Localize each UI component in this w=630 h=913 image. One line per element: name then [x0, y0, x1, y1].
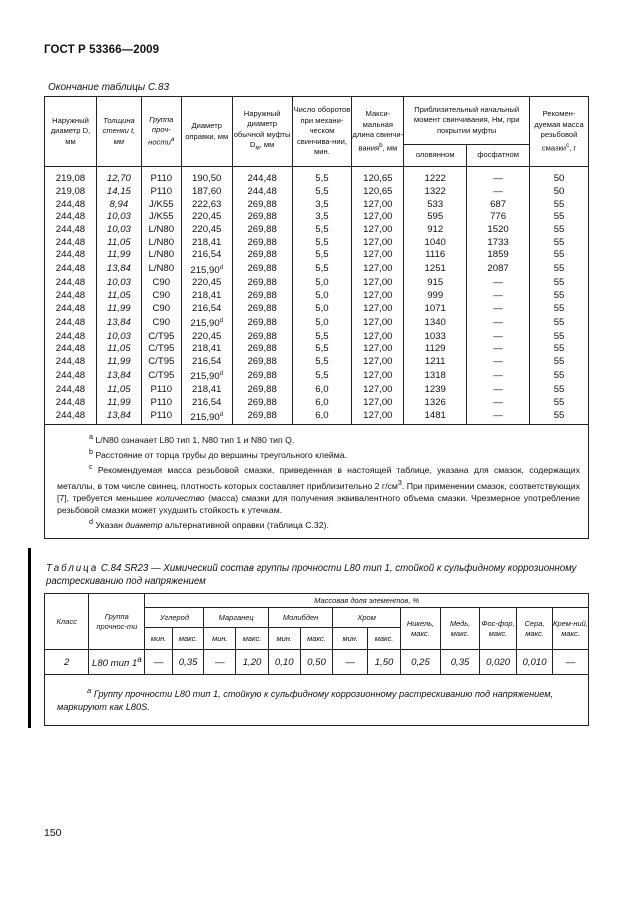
cell-torque-tin: 1033 — [404, 330, 467, 343]
cell-torque-tin: 1071 — [404, 302, 467, 315]
cell-maxlen: 127,00 — [352, 356, 404, 369]
cell-coupling: 269,88 — [232, 198, 292, 211]
col-header-phosphorus: Фос-фор, макс. — [480, 608, 517, 650]
cell-silicon: — — [552, 650, 588, 675]
col-header-silicon: Крем-ний, макс. — [552, 608, 588, 650]
cell-maxlen: 127,00 — [352, 302, 404, 315]
cell-coupling: 269,88 — [232, 396, 292, 409]
cell-turns: 6,0 — [292, 396, 352, 409]
cell-torque-tin: 1116 — [404, 249, 467, 262]
col-header-grade: Группа проч-ности$^a$ — [141, 97, 181, 167]
col-header-group: Группа прочнос-ти — [89, 594, 145, 650]
cell-sulfur: 0,010 — [517, 650, 553, 675]
cell-grade: P110 — [141, 171, 181, 186]
cell-turns: 5,0 — [292, 315, 352, 330]
cell-grease: 55 — [530, 343, 589, 356]
cell-torque-tin: 595 — [404, 211, 467, 224]
cell-grease: 55 — [530, 262, 589, 277]
cell-coupling: 269,88 — [232, 262, 292, 277]
table-row — [45, 330, 589, 343]
cell-torque-phosphate: — — [467, 343, 530, 356]
table-continuation-title: Окончание таблицы С.83 — [48, 82, 170, 93]
cell-wall: 13,84 — [96, 368, 141, 383]
cell-coupling: 244,48 — [232, 171, 292, 186]
cell-torque-tin: 1322 — [404, 186, 467, 199]
cell-grade: C/T95 — [141, 330, 181, 343]
cell-wall: 10,03 — [96, 330, 141, 343]
cell-od: 244,48 — [45, 396, 97, 409]
table-row — [45, 224, 589, 237]
table-row — [45, 186, 589, 199]
cell-turns: 5,0 — [292, 277, 352, 290]
cell-torque-phosphate: — — [467, 368, 530, 383]
cell-torque-tin: 1129 — [404, 343, 467, 356]
cell-coupling: 269,88 — [232, 356, 292, 369]
cell-wall: 10,03 — [96, 211, 141, 224]
col-header-carbon-min: мин. — [145, 628, 172, 650]
cell-drift: 190,50 — [181, 171, 232, 186]
cell-grade: C/T95 — [141, 356, 181, 369]
cell-maxlen: 127,00 — [352, 198, 404, 211]
cell-turns: 5,5 — [292, 171, 352, 186]
cell-coupling: 269,88 — [232, 236, 292, 249]
cell-turns: 6,0 — [292, 384, 352, 397]
cell-molybdenum-max: 0,50 — [300, 650, 333, 675]
cell-turns: 5,5 — [292, 330, 352, 343]
cell-carbon-min: — — [145, 650, 172, 675]
cell-phosphorus: 0,020 — [480, 650, 517, 675]
cell-torque-tin: 1251 — [404, 262, 467, 277]
table-row — [45, 277, 589, 290]
cell-grade: C90 — [141, 315, 181, 330]
cell-wall: 11,05 — [96, 236, 141, 249]
cell-maxlen: 120,65 — [352, 186, 404, 199]
cell-torque-tin: 1239 — [404, 384, 467, 397]
cell-coupling: 269,88 — [232, 368, 292, 383]
cell-drift: 220,45 — [181, 211, 232, 224]
col-header-molybdenum: Молибден — [268, 608, 332, 628]
cell-copper: 0,35 — [441, 650, 480, 675]
cell-grease: 55 — [530, 224, 589, 237]
col-header-molybdenum-max: макс. — [300, 628, 333, 650]
cell-torque-phosphate: 2087 — [467, 262, 530, 277]
table-row — [45, 262, 589, 277]
cell-torque-tin: 1481 — [404, 409, 467, 425]
cell-wall: 13,84 — [96, 315, 141, 330]
cell-manganese-min: — — [204, 650, 236, 675]
col-header-coupling: Наружный диаметр обычной муфты $D_м$, мм — [232, 97, 292, 167]
cell-torque-phosphate: 1859 — [467, 249, 530, 262]
cell-torque-phosphate: 776 — [467, 211, 530, 224]
cell-drift: 218,41 — [181, 290, 232, 303]
table-row — [45, 650, 589, 675]
cell-torque-tin: 915 — [404, 277, 467, 290]
cell-wall: 11,05 — [96, 384, 141, 397]
cell-wall: 11,05 — [96, 290, 141, 303]
table-c83-footnotes — [45, 425, 589, 539]
cell-drift: 216,54 — [181, 396, 232, 409]
cell-coupling: 269,88 — [232, 224, 292, 237]
cell-maxlen: 127,00 — [352, 315, 404, 330]
cell-grease: 55 — [530, 409, 589, 425]
cell-grease: 50 — [530, 171, 589, 186]
table-row — [45, 198, 589, 211]
cell-wall: 11,99 — [96, 396, 141, 409]
cell-torque-phosphate: — — [467, 330, 530, 343]
cell-carbon-max: 0,35 — [172, 650, 204, 675]
cell-grease: 55 — [530, 236, 589, 249]
cell-turns: 5,5 — [292, 368, 352, 383]
col-header-copper: Медь, макс. — [441, 608, 480, 650]
table-row — [45, 249, 589, 262]
footnote-d: $^d$ Указан диаметр альтернативной оправки (таблица С.32). — [89, 517, 329, 531]
cell-torque-phosphate: 1733 — [467, 236, 530, 249]
cell-grade: J/K55 — [141, 198, 181, 211]
col-header-molybdenum-min: мин. — [268, 628, 300, 650]
cell-turns: 3,5 — [292, 198, 352, 211]
cell-wall: 11,99 — [96, 302, 141, 315]
margin-bar — [28, 548, 31, 728]
footnote-b: $^b$ Расстояние от торца трубы до вершины треугольного клейма. — [89, 447, 347, 461]
col-header-phosphate: фосфатном — [467, 145, 530, 167]
cell-turns: 5,0 — [292, 290, 352, 303]
cell-drift: 216,54 — [181, 302, 232, 315]
col-header-chromium-max: макс. — [368, 628, 401, 650]
cell-turns: 3,5 — [292, 211, 352, 224]
table-c84-caption: Таблица С.84 SR23 — Химический состав группы прочности L80 тип 1, стойкой к сульфидному коррозионному растрескиванию под напряжением — [46, 563, 577, 587]
col-header-manganese-max: макс. — [236, 628, 269, 650]
table-row — [45, 302, 589, 315]
cell-maxlen: 127,00 — [352, 396, 404, 409]
cell-wall: 11,05 — [96, 343, 141, 356]
cell-torque-phosphate: — — [467, 302, 530, 315]
cell-coupling: 269,88 — [232, 290, 292, 303]
cell-maxlen: 127,00 — [352, 262, 404, 277]
cell-grade: C/T95 — [141, 368, 181, 383]
cell-torque-tin: 912 — [404, 224, 467, 237]
cell-od: 244,48 — [45, 290, 97, 303]
cell-torque-phosphate: — — [467, 384, 530, 397]
cell-od: 244,48 — [45, 343, 97, 356]
cell-maxlen: 127,00 — [352, 368, 404, 383]
cell-torque-phosphate: — — [467, 356, 530, 369]
cell-drift: 218,41 — [181, 343, 232, 356]
cell-grease: 55 — [530, 211, 589, 224]
cell-grease: 55 — [530, 384, 589, 397]
cell-drift: 220,45 — [181, 277, 232, 290]
cell-maxlen: 120,65 — [352, 171, 404, 186]
cell-drift: 220,45 — [181, 224, 232, 237]
cell-drift: 215,90$^d$ — [181, 409, 232, 425]
cell-od: 244,48 — [45, 211, 97, 224]
table-c83 — [44, 96, 589, 539]
cell-coupling: 269,88 — [232, 302, 292, 315]
cell-torque-phosphate: 1520 — [467, 224, 530, 237]
cell-turns: 5,5 — [292, 236, 352, 249]
cell-wall: 10,03 — [96, 277, 141, 290]
cell-grease: 55 — [530, 356, 589, 369]
footnote-a: $^a$ L/N80 означает L80 тип 1, N80 тип 1 и N80 тип Q. — [89, 432, 295, 445]
table-row — [45, 356, 589, 369]
cell-class: 2 — [45, 650, 89, 675]
cell-torque-tin: 1040 — [404, 236, 467, 249]
table-row — [45, 290, 589, 303]
table-row — [45, 368, 589, 383]
cell-coupling: 269,88 — [232, 409, 292, 425]
cell-grease: 55 — [530, 249, 589, 262]
cell-torque-phosphate: — — [467, 409, 530, 425]
col-header-chromium: Хром — [333, 608, 401, 628]
cell-drift: 222,63 — [181, 198, 232, 211]
cell-maxlen: 127,00 — [352, 224, 404, 237]
cell-chromium-min: — — [333, 650, 368, 675]
cell-drift: 218,41 — [181, 384, 232, 397]
cell-grease: 50 — [530, 186, 589, 199]
cell-grade: C90 — [141, 277, 181, 290]
cell-grease: 55 — [530, 330, 589, 343]
cell-torque-phosphate: — — [467, 315, 530, 330]
cell-od: 244,48 — [45, 302, 97, 315]
cell-grease: 55 — [530, 277, 589, 290]
cell-drift: 215,90$^d$ — [181, 262, 232, 277]
cell-od: 244,48 — [45, 330, 97, 343]
cell-maxlen: 127,00 — [352, 211, 404, 224]
cell-wall: 13,84 — [96, 409, 141, 425]
table-row — [45, 343, 589, 356]
cell-od: 244,48 — [45, 356, 97, 369]
cell-grease: 55 — [530, 198, 589, 211]
cell-turns: 5,5 — [292, 356, 352, 369]
cell-grease: 55 — [530, 290, 589, 303]
cell-torque-tin: 1211 — [404, 356, 467, 369]
cell-maxlen: 127,00 — [352, 249, 404, 262]
cell-maxlen: 127,00 — [352, 290, 404, 303]
cell-od: 244,48 — [45, 262, 97, 277]
footnote-c: $^c$ Рекомендуемая масса резьбовой смазки, приведенная в настоящей таблице, указана для смазок, содержащих металлы, в том числе свинец, плотность которых составляет приблизительно 2 $г/см^3$. При применении смазок, соответствующих [7], требуется меньшее количество (масса) смазки для получения эквивалентного объема смазки. Чрезмерное употребление резьбовой смазки может ухудшить стойкость к утечкам. — [57, 462, 580, 516]
cell-grade: P110 — [141, 186, 181, 199]
table-c84-footnote: $^a$ Группу прочности L80 тип 1, стойкую к сульфидному коррозионному растрескиванию под напряжением, маркируют как L80S. — [45, 675, 589, 726]
cell-torque-tin: 1340 — [404, 315, 467, 330]
cell-molybdenum-min: 0,10 — [268, 650, 300, 675]
cell-drift: 215,90$^d$ — [181, 315, 232, 330]
cell-maxlen: 127,00 — [352, 343, 404, 356]
table-row — [45, 211, 589, 224]
col-header-class: Класс — [45, 594, 89, 650]
cell-turns: 5,0 — [292, 302, 352, 315]
cell-grade: P110 — [141, 384, 181, 397]
cell-turns: 5,5 — [292, 224, 352, 237]
table-row — [45, 236, 589, 249]
cell-wall: 12,70 — [96, 171, 141, 186]
cell-od: 244,48 — [45, 315, 97, 330]
col-header-chromium-min: мин. — [333, 628, 368, 650]
cell-coupling: 269,88 — [232, 343, 292, 356]
cell-nickel: 0,25 — [400, 650, 440, 675]
col-header-carbon-max: макс. — [172, 628, 204, 650]
col-header-tin: оловянном — [404, 145, 467, 167]
cell-turns: 6,0 — [292, 409, 352, 425]
cell-torque-tin: 1318 — [404, 368, 467, 383]
cell-coupling: 244,48 — [232, 186, 292, 199]
cell-grade: L/N80 — [141, 224, 181, 237]
col-header-maxlen: Макси-мальная длина свинчи-вания$^b$, мм — [352, 97, 404, 167]
cell-torque-phosphate: — — [467, 290, 530, 303]
cell-wall: 11,99 — [96, 356, 141, 369]
col-header-mass: Массовая доля элементов, % — [145, 594, 589, 608]
document-header: ГОСТ Р 53366—2009 — [44, 44, 160, 56]
cell-grade: L/N80 — [141, 236, 181, 249]
cell-turns: 5,5 — [292, 186, 352, 199]
cell-wall: 10,03 — [96, 224, 141, 237]
cell-grease: 55 — [530, 368, 589, 383]
cell-od: 244,48 — [45, 236, 97, 249]
cell-chromium-max: 1,50 — [368, 650, 401, 675]
cell-grade: L/N80 — [141, 249, 181, 262]
cell-maxlen: 127,00 — [352, 236, 404, 249]
cell-od: 244,48 — [45, 249, 97, 262]
col-header-nickel: Никель, макс. — [400, 608, 440, 650]
col-header-drift: Диаметр оправки, мм — [181, 97, 232, 167]
col-header-turns: Число оборотов при механи-ческом свинчива-нии, мин. — [292, 97, 352, 167]
cell-turns: 5,5 — [292, 262, 352, 277]
cell-wall: 11,99 — [96, 249, 141, 262]
cell-od: 244,48 — [45, 384, 97, 397]
cell-maxlen: 127,00 — [352, 330, 404, 343]
cell-torque-phosphate: — — [467, 186, 530, 199]
cell-coupling: 269,88 — [232, 277, 292, 290]
table-row — [45, 396, 589, 409]
col-header-sulfur: Сера, макс. — [517, 608, 553, 650]
table-c84 — [44, 593, 589, 726]
cell-od: 219,08 — [45, 171, 97, 186]
col-header-od: Наружный диаметр D, мм — [45, 97, 97, 167]
cell-maxlen: 127,00 — [352, 384, 404, 397]
cell-group: L80 тип 1$^a$ — [89, 650, 145, 675]
cell-coupling: 269,88 — [232, 211, 292, 224]
cell-grease: 55 — [530, 315, 589, 330]
cell-coupling: 269,88 — [232, 249, 292, 262]
col-header-manganese: Марганец — [204, 608, 268, 628]
cell-drift: 187,60 — [181, 186, 232, 199]
cell-torque-tin: 999 — [404, 290, 467, 303]
table-row — [45, 409, 589, 425]
cell-grade: P110 — [141, 409, 181, 425]
cell-grade: C/T95 — [141, 343, 181, 356]
cell-drift: 215,90$^d$ — [181, 368, 232, 383]
cell-coupling: 269,88 — [232, 330, 292, 343]
cell-grade: C90 — [141, 290, 181, 303]
cell-drift: 216,54 — [181, 356, 232, 369]
table-row — [45, 171, 589, 186]
cell-maxlen: 127,00 — [352, 409, 404, 425]
cell-wall: 8,94 — [96, 198, 141, 211]
table-row — [45, 384, 589, 397]
cell-maxlen: 127,00 — [352, 277, 404, 290]
cell-torque-tin: 1222 — [404, 171, 467, 186]
cell-grade: L/N80 — [141, 262, 181, 277]
cell-grade: J/K55 — [141, 211, 181, 224]
cell-grease: 55 — [530, 396, 589, 409]
cell-drift: 216,54 — [181, 249, 232, 262]
cell-od: 244,48 — [45, 368, 97, 383]
cell-od: 244,48 — [45, 224, 97, 237]
cell-torque-phosphate: — — [467, 277, 530, 290]
cell-drift: 218,41 — [181, 236, 232, 249]
cell-torque-phosphate: — — [467, 171, 530, 186]
cell-manganese-max: 1,20 — [236, 650, 269, 675]
cell-coupling: 269,88 — [232, 315, 292, 330]
cell-grade: C90 — [141, 302, 181, 315]
cell-grade: P110 — [141, 396, 181, 409]
col-header-carbon: Углерод — [145, 608, 204, 628]
cell-drift: 220,45 — [181, 330, 232, 343]
col-header-manganese-min: мин. — [204, 628, 236, 650]
col-header-wall: Толщина стенки t, мм — [96, 97, 141, 167]
cell-coupling: 269,88 — [232, 384, 292, 397]
cell-turns: 5,5 — [292, 249, 352, 262]
cell-torque-tin: 1326 — [404, 396, 467, 409]
cell-wall: 14,15 — [96, 186, 141, 199]
cell-wall: 13,84 — [96, 262, 141, 277]
cell-torque-tin: 533 — [404, 198, 467, 211]
col-header-torque: Приблизительный начальный момент свинчивания, Нм, при покрытии муфты — [404, 97, 530, 145]
cell-torque-phosphate: 687 — [467, 198, 530, 211]
page-number: 150 — [44, 827, 62, 839]
cell-turns: 5,5 — [292, 343, 352, 356]
cell-od: 219,08 — [45, 186, 97, 199]
cell-od: 244,48 — [45, 409, 97, 425]
table-row — [45, 315, 589, 330]
cell-grease: 55 — [530, 302, 589, 315]
cell-od: 244,48 — [45, 277, 97, 290]
col-header-grease: Рекомен-дуемая масса резьбовой смазки$^c$, г — [530, 97, 589, 167]
cell-od: 244,48 — [45, 198, 97, 211]
cell-torque-phosphate: — — [467, 396, 530, 409]
